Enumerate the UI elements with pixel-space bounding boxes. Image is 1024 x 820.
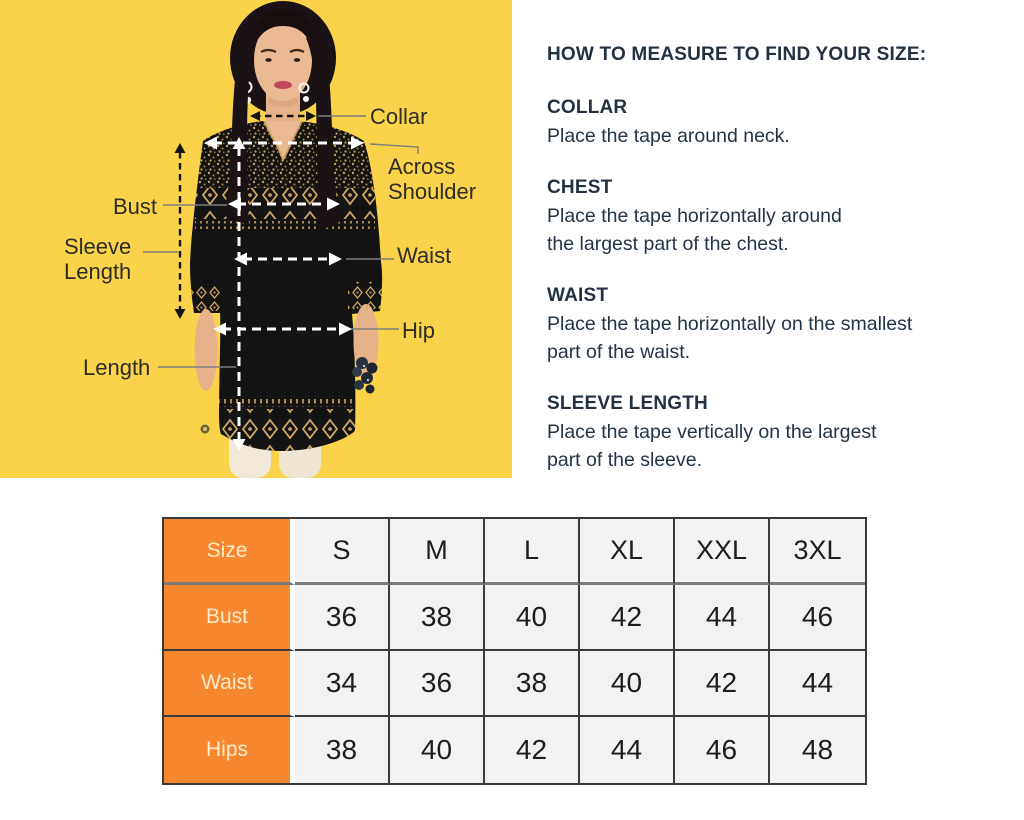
waist-value: 44 [770, 651, 865, 717]
ring [201, 425, 210, 434]
hips-value: 42 [485, 717, 580, 783]
size-column-header: XXL [675, 519, 770, 585]
row-header-waist: Waist [164, 651, 295, 717]
section-text: Place the tape horizontally around [547, 205, 842, 227]
size-chart-header-label: Size [164, 519, 295, 585]
how-to-measure-section [547, 44, 987, 498]
hips-value: 44 [580, 717, 675, 783]
row-header-bust: Bust [164, 585, 295, 651]
section-title: WAIST [547, 285, 609, 306]
size-column-header: 3XL [770, 519, 865, 585]
measure-section-waist [547, 282, 987, 366]
section-text: Place the tape horizontally on the smallest [547, 313, 913, 335]
waist-value: 38 [485, 651, 580, 717]
size-chart-table [162, 517, 867, 785]
label-hip: Hip [402, 318, 436, 343]
section-title: SLEEVE LENGTH [547, 393, 708, 414]
size-column-header: L [485, 519, 580, 585]
waist-value: 36 [390, 651, 485, 717]
bust-value: 42 [580, 585, 675, 651]
section-text: part of the waist. [547, 341, 691, 363]
section-text: Place the tape vertically on the largest [547, 421, 877, 443]
waist-value: 42 [675, 651, 770, 717]
how-to-measure-heading: HOW TO MEASURE TO FIND YOUR SIZE: [547, 44, 927, 65]
measurement-diagram-panel [0, 0, 512, 478]
waist-value: 34 [295, 651, 390, 717]
size-column-header: M [390, 519, 485, 585]
section-text: part of the sleeve. [547, 449, 703, 471]
size-column-header: S [295, 519, 390, 585]
label-collar: Collar [370, 104, 428, 129]
bust-value: 36 [295, 585, 390, 651]
label-bust: Bust [112, 194, 157, 219]
waist-value: 40 [580, 651, 675, 717]
section-text: Place the tape around neck. [547, 125, 790, 147]
section-title: COLLAR [547, 97, 628, 118]
hips-value: 48 [770, 717, 865, 783]
row-header-hips: Hips [164, 717, 295, 783]
label-across-shoulder: Across Shoulder [388, 154, 477, 204]
measure-section-collar [547, 94, 987, 150]
section-text: the largest part of the chest. [547, 233, 789, 255]
label-sleeve-length: Sleeve Length [64, 234, 132, 284]
label-waist: Waist [397, 243, 452, 268]
label-length: Length [83, 355, 151, 380]
bust-value: 38 [390, 585, 485, 651]
section-title: CHEST [547, 177, 613, 198]
bust-value: 46 [770, 585, 865, 651]
hips-value: 40 [390, 717, 485, 783]
measure-section-chest [547, 174, 987, 258]
bust-value: 40 [485, 585, 580, 651]
measure-section-sleeve-length [547, 390, 987, 474]
hips-value: 38 [295, 717, 390, 783]
bust-value: 44 [675, 585, 770, 651]
hips-value: 46 [675, 717, 770, 783]
size-column-header: XL [580, 519, 675, 585]
